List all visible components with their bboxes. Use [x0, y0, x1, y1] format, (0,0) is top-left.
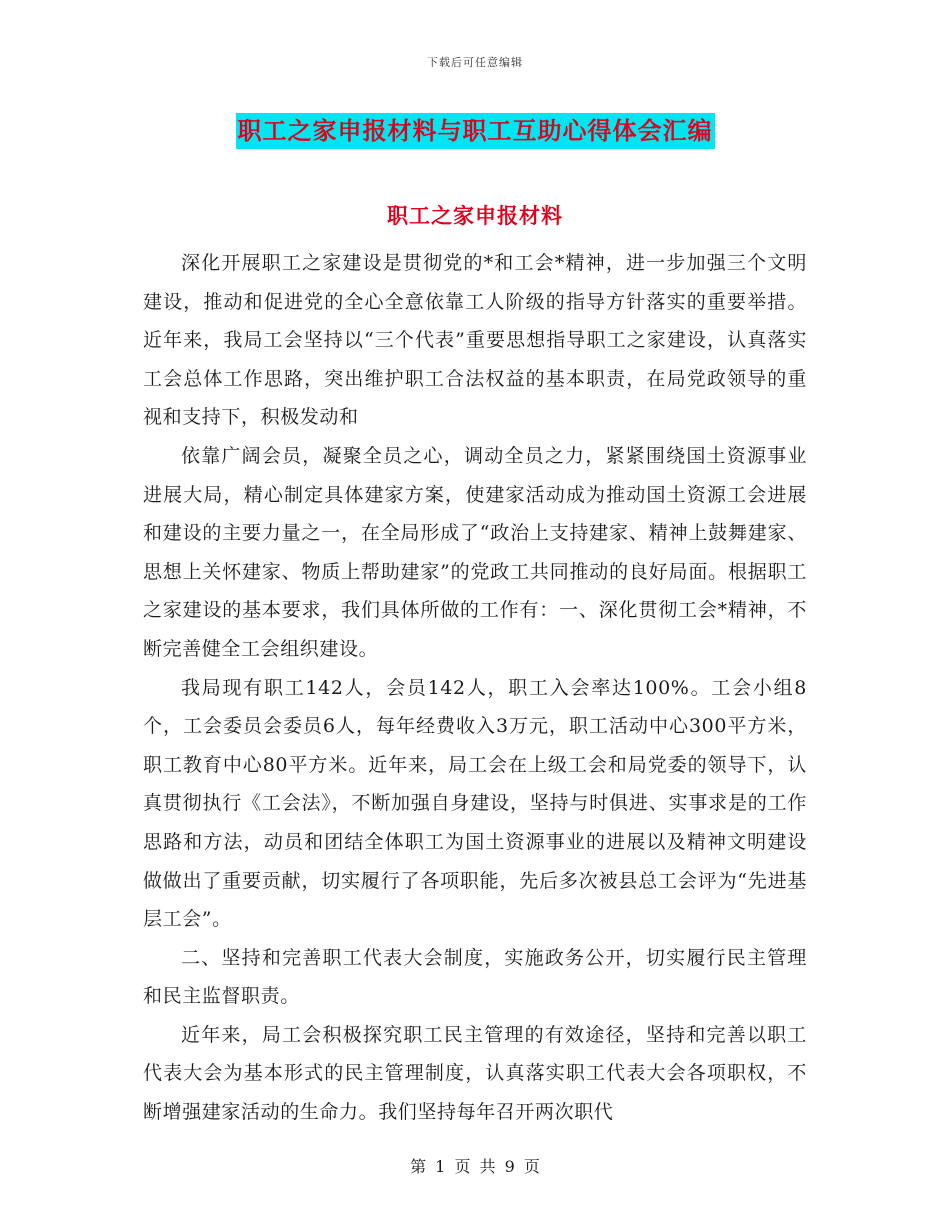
- header-note: 下载后可任意编辑: [427, 56, 523, 69]
- section-title: 职工之家申报材料: [387, 203, 563, 228]
- paragraph: 二、坚持和完善职工代表大会制度，实施政务公开，切实履行民主管理和民主监督职责。: [143, 946, 807, 1008]
- document-body: [143, 244, 807, 1132]
- main-title-wrap: [0, 113, 950, 149]
- document-title: 职工之家申报材料与职工互助心得体会汇编: [236, 113, 715, 149]
- paragraph: 依靠广阔会员，凝聚全员之心，调动全员之力，紧紧围绕国土资源事业进展大局，精心制定具体建家方案，使建家活动成为推动国土资源工会进展和建设的主要力量之一，在全局形成了“政治上支持建家、精神上鼓舞建家、思想上关怀建家、物质上帮助建家”的党政工共同推动的良好局面。根据职工之家建设的基本要求，我们具体所做的工作有：一、深化贯彻工会*精神，不断完善健全工会组织建设。: [143, 444, 807, 660]
- paragraph: 我局现有职工142人，会员142人，职工入会率达100%。工会小组8个，工会委员会委员6人，每年经费收入3万元，职工活动中心300平方米，职工教育中心80平方米。近年来，局工会在上级工会和局党委的领导下，认真贯彻执行《工会法》，不断加强自身建设，坚持与时俱进、实事求是的工作思路和方法，动员和团结全体职工为国土资源事业的进展以及精神文明建设做做出了重要贡献，切实履行了各项职能，先后多次被县总工会评为“先进基层工会”。: [143, 676, 807, 931]
- page-number-footer: 第 1 页 共 9 页: [410, 1157, 540, 1176]
- paragraph: 近年来，局工会积极探究职工民主管理的有效途径，坚持和完善以职工代表大会为基本形式的民主管理制度，认真落实职工代表大会各项职权，不断增强建家活动的生命力。我们坚持每年召开两次职代: [143, 1023, 807, 1124]
- paragraph: 深化开展职工之家建设是贯彻党的*和工会*精神，进一步加强三个文明建设，推动和促进党的全心全意依靠工人阶级的指导方针落实的重要举措。近年来，我局工会坚持以“三个代表”重要思想指导职工之家建设，认真落实工会总体工作思路，突出维护职工合法权益的基本职责，在局党政领导的重视和支持下，积极发动和: [143, 252, 807, 429]
